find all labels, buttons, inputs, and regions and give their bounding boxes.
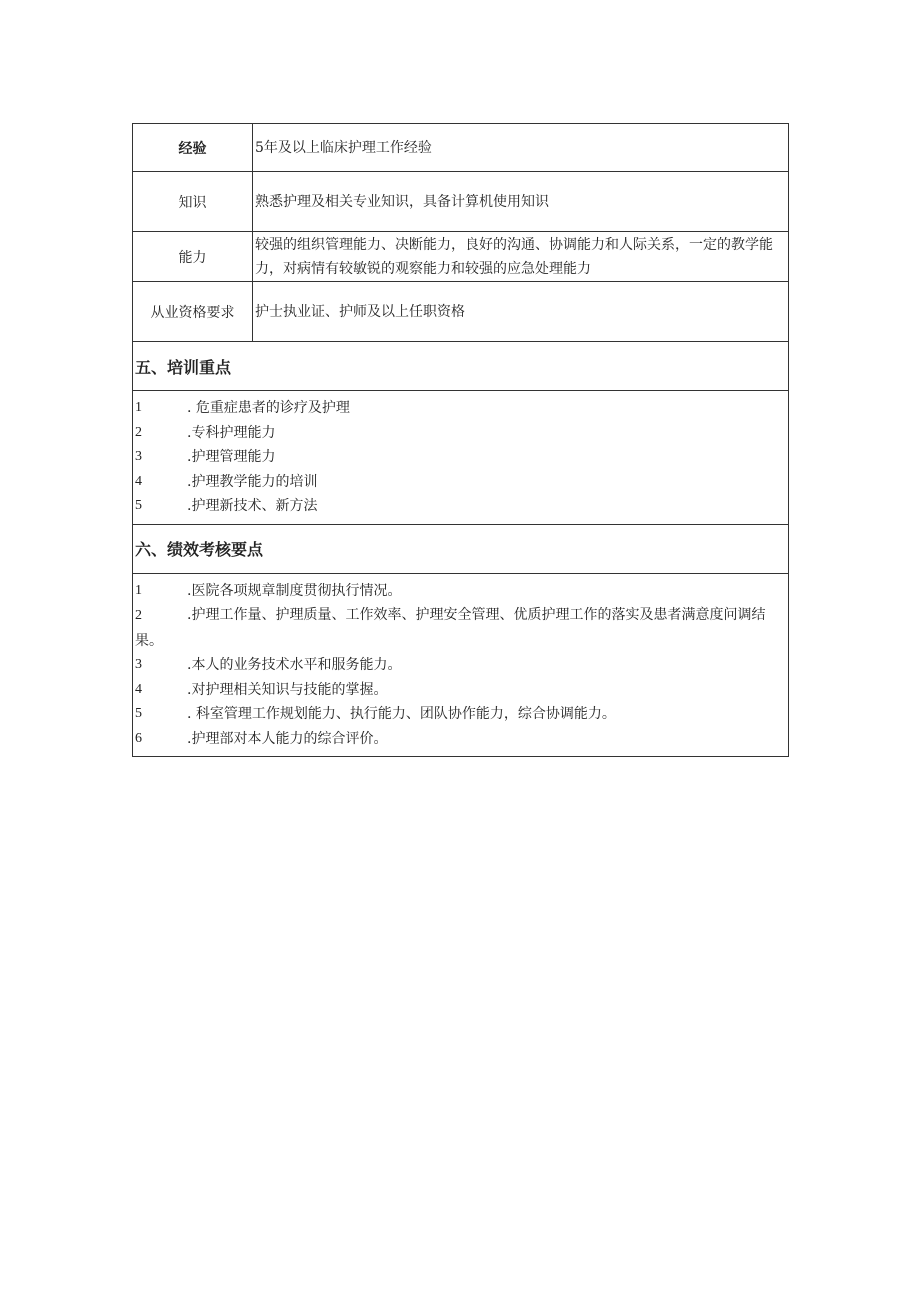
item-number: 6 <box>135 730 142 746</box>
list-item <box>135 470 784 495</box>
item-text: .专科护理能力 <box>187 424 276 441</box>
item-text: .护理教学能力的培训 <box>187 473 318 490</box>
item-number: 2 <box>135 424 142 440</box>
row-performance-heading <box>133 524 789 573</box>
list-item <box>135 702 784 727</box>
experience-label: 经验 <box>133 124 253 172</box>
knowledge-value: 熟悉护理及相关专业知识，具备计算机使用知识 <box>253 172 789 232</box>
item-text: .护理工作量、护理质量、工作效率、护理安全管理、优质护理工作的落实及患者满意度问调结果。 <box>135 607 766 649</box>
item-number: 5 <box>135 498 142 513</box>
item-number: 3 <box>135 657 142 672</box>
item-number: 4 <box>135 473 142 489</box>
row-knowledge <box>133 172 789 232</box>
list-item <box>135 653 784 678</box>
list-item <box>135 421 784 446</box>
item-text: . 科室管理工作规划能力、执行能力、团队协作能力，综合协调能力。 <box>187 706 616 722</box>
item-text: .护理新技术、新方法 <box>187 498 318 514</box>
item-number: 1 <box>135 582 142 598</box>
row-qualification <box>133 282 789 342</box>
item-number: 2 <box>135 608 142 623</box>
training-heading: 五、培训重点 <box>133 342 789 391</box>
performance-list <box>133 573 789 757</box>
requirements-table <box>132 123 789 757</box>
row-experience <box>133 124 789 172</box>
list-item <box>135 579 784 604</box>
list-item <box>135 445 784 470</box>
item-text: .护理管理能力 <box>187 449 276 465</box>
item-text: . 危重症患者的诊疗及护理 <box>187 400 350 416</box>
list-item <box>135 396 784 421</box>
experience-value: 5年及以上临床护理工作经验 <box>253 124 789 172</box>
knowledge-label: 知识 <box>133 172 253 232</box>
row-performance-list <box>133 573 789 757</box>
list-item <box>135 727 784 752</box>
item-text: .本人的业务技术水平和服务能力。 <box>187 657 402 673</box>
list-item <box>135 678 784 703</box>
item-number: 4 <box>135 681 142 697</box>
qualification-value: 护士执业证、护师及以上任职资格 <box>253 282 789 342</box>
row-training-list <box>133 391 789 525</box>
row-training-heading <box>133 342 789 391</box>
item-text: .对护理相关知识与技能的掌握。 <box>187 681 388 698</box>
ability-label: 能力 <box>133 232 253 282</box>
list-item <box>135 603 784 653</box>
item-number: 5 <box>135 706 142 721</box>
item-number: 3 <box>135 449 142 464</box>
item-text: .护理部对本人能力的综合评价。 <box>187 730 388 747</box>
list-item <box>135 494 784 519</box>
job-requirements-sheet <box>132 123 788 757</box>
item-text: .医院各项规章制度贯彻执行情况。 <box>187 582 402 599</box>
performance-heading: 六、绩效考核要点 <box>133 524 789 573</box>
item-number: 1 <box>135 400 142 415</box>
training-list <box>133 391 789 525</box>
qualification-label: 从业资格要求 <box>133 282 253 342</box>
row-ability <box>133 232 789 282</box>
ability-value: 较强的组织管理能力、决断能力，良好的沟通、协调能力和人际关系，一定的教学能力，对病情有较敏锐的观察能力和较强的应急处理能力 <box>253 232 789 282</box>
